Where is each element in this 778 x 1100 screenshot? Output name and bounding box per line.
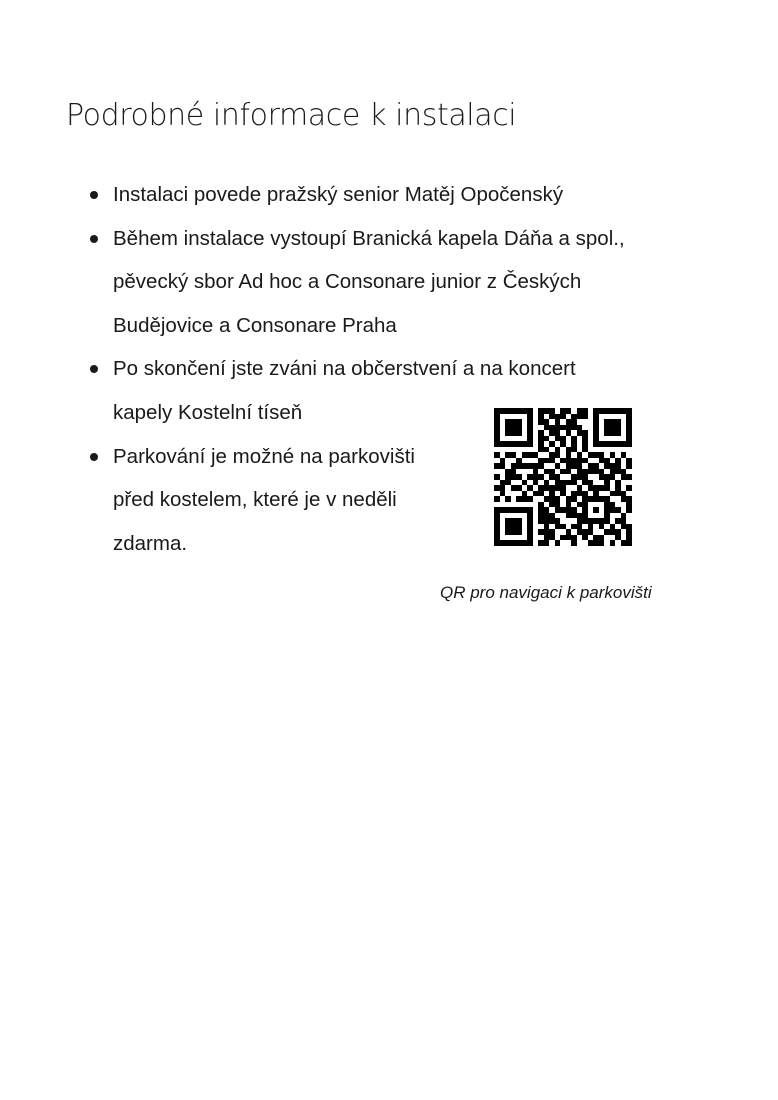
- bullet-dot-icon: [90, 453, 98, 461]
- bullet-text: Po skončení jste zváni na občerstvení a na koncert kapely Kostelní tíseň: [113, 357, 576, 424]
- bullet-text: Parkování je možné na parkovišti před kostelem, které je v neděli zdarma.: [113, 444, 415, 555]
- bullet-dot-icon: [90, 365, 98, 373]
- bullet-dot-icon: [90, 235, 98, 243]
- qr-module: [626, 540, 632, 546]
- bullet-item-performers: [90, 217, 693, 348]
- bullet-text: Instalaci povede pražský senior Matěj Opočenský: [113, 183, 564, 206]
- bullet-text: Během instalace vystoupí Branická kapela Dáňa a spol., pěvecký sbor Ad hoc a Consonare junior z Českých Budějovice a Consonare Praha: [113, 226, 625, 337]
- bullet-item-parking: [90, 435, 458, 566]
- qr-code-icon[interactable]: [494, 408, 632, 546]
- bullet-item-installation-lead: [90, 173, 693, 217]
- page-title: Podrobné informace k instalaci: [66, 98, 517, 133]
- bullet-dot-icon: [90, 191, 98, 199]
- qr-caption: QR pro navigaci k parkovišti: [440, 583, 652, 602]
